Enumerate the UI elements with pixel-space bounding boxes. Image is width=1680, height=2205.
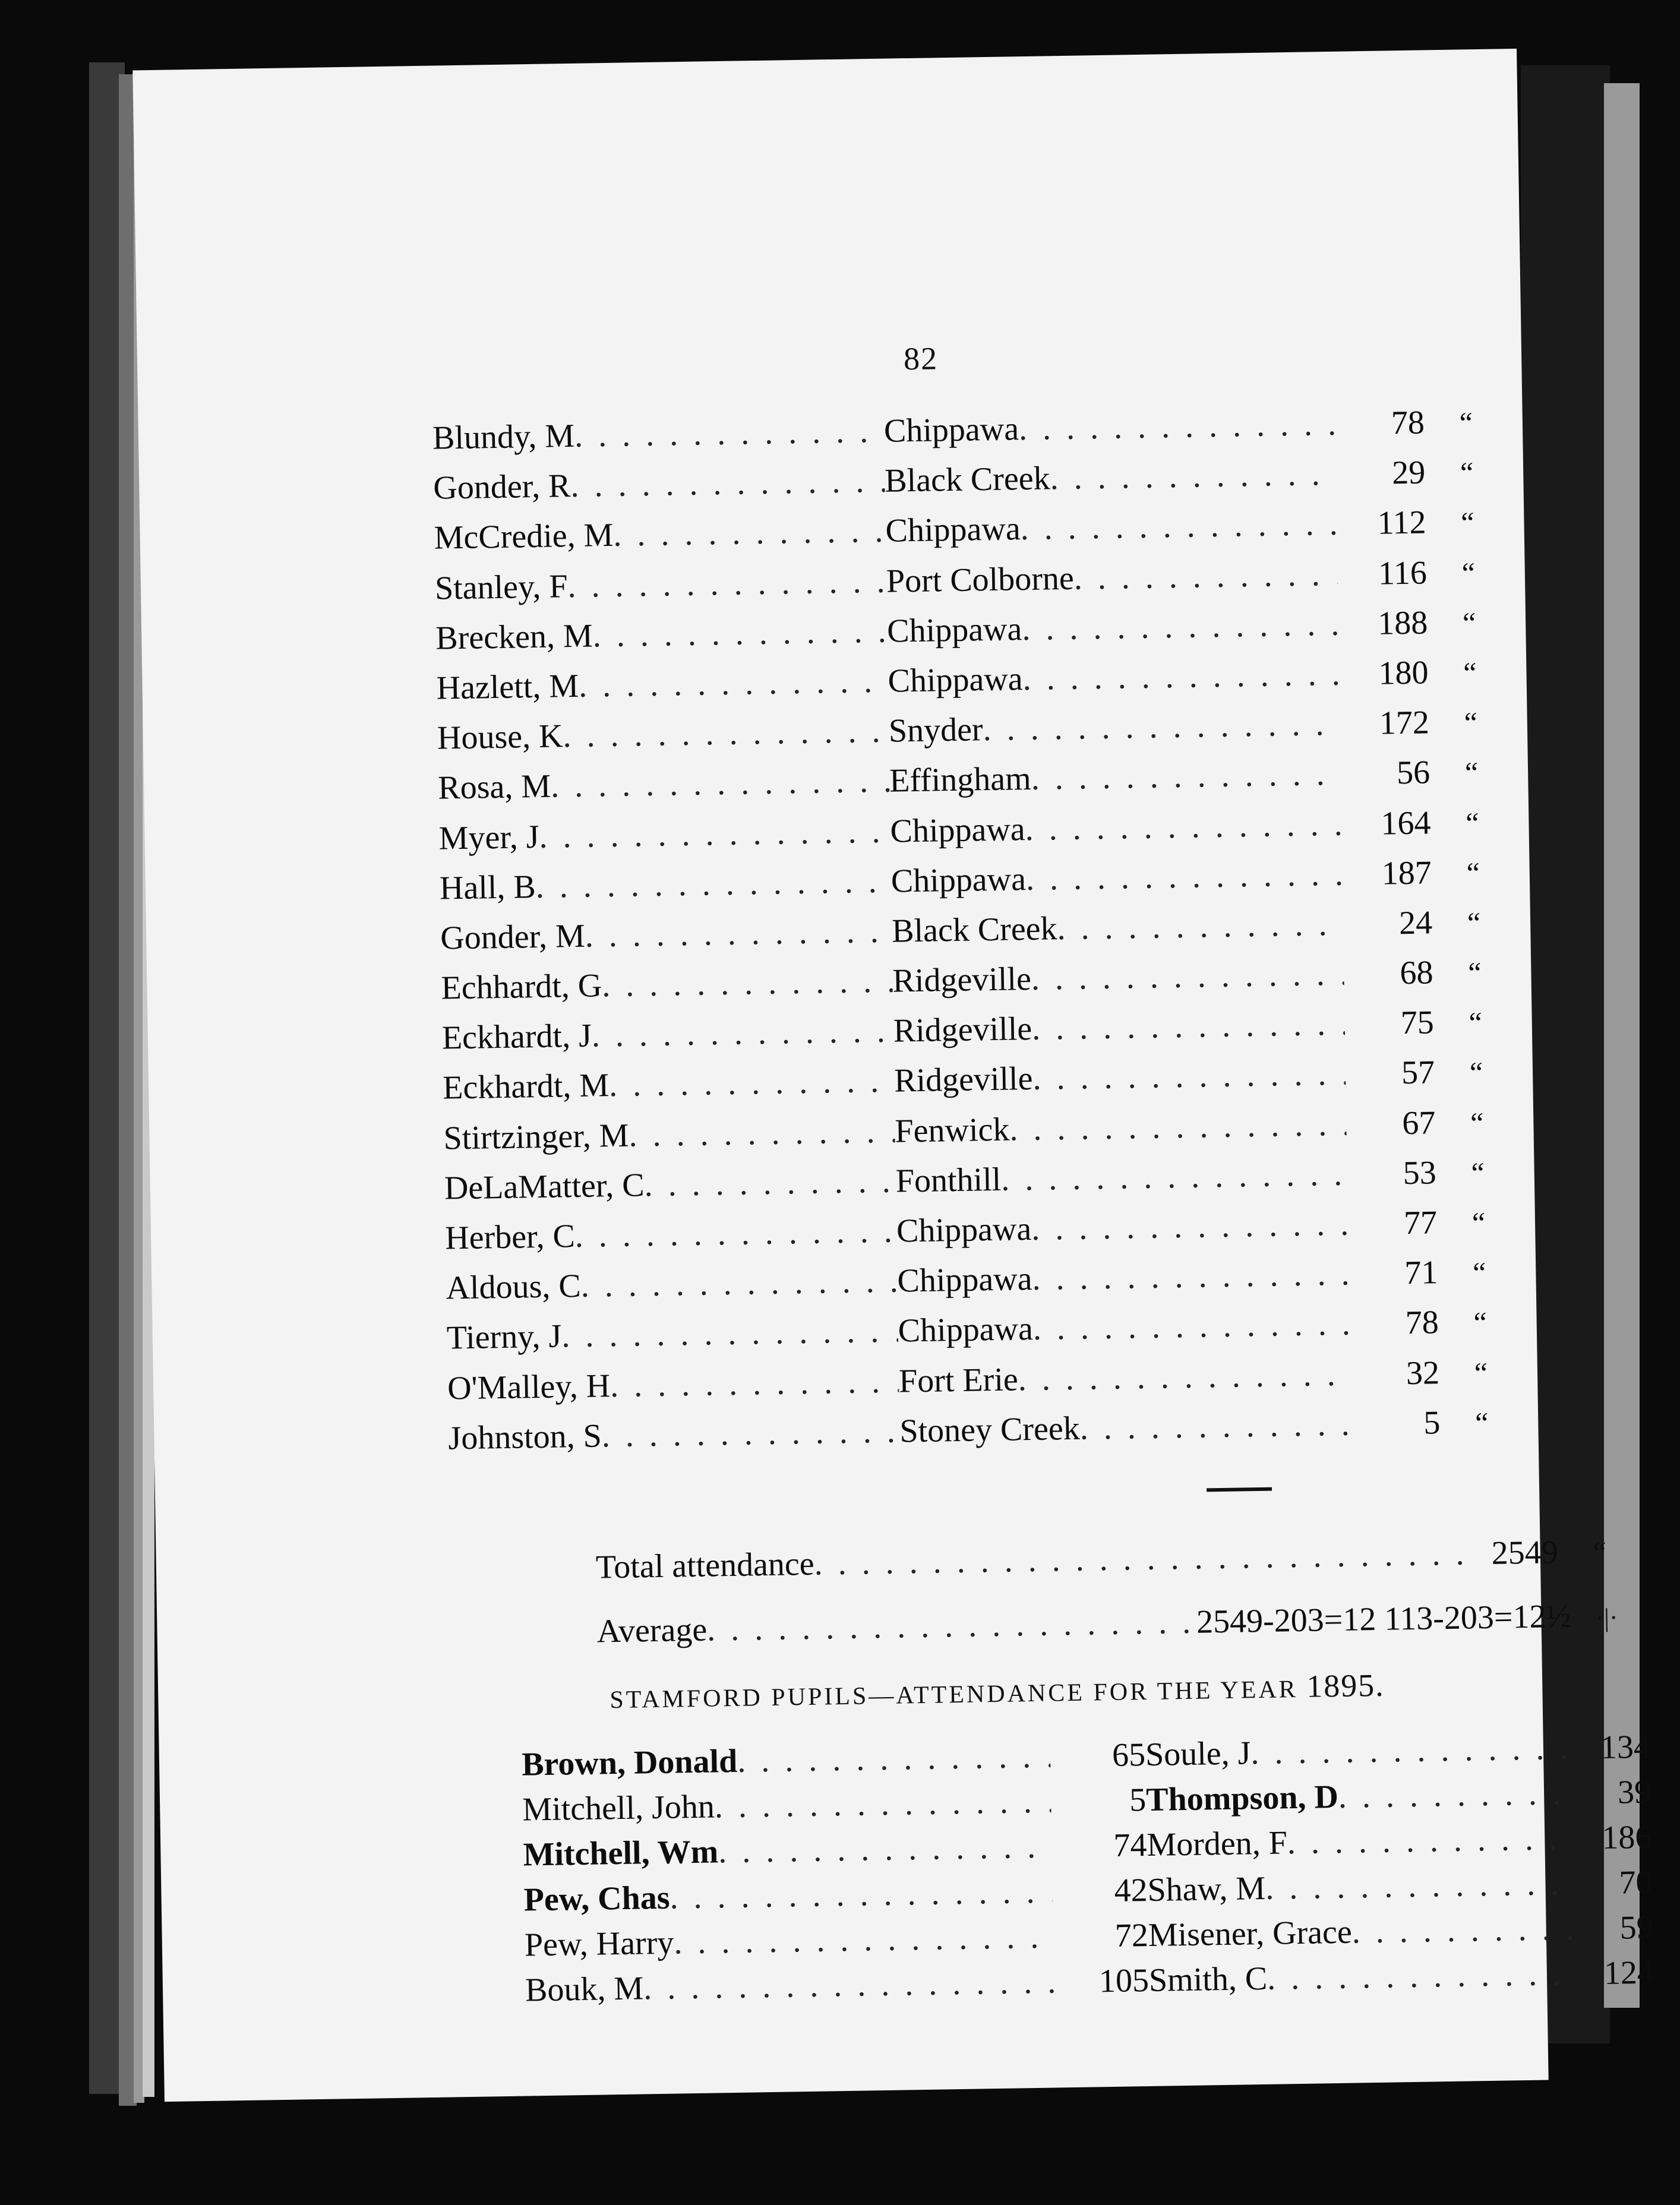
- stamford-row: [1148, 1954, 1654, 2007]
- leader-dots: [610, 1362, 899, 1405]
- ditto-mark: “: [1469, 1056, 1483, 1089]
- days-attended: 78: [1405, 1304, 1439, 1342]
- leader-dots: [1338, 1774, 1574, 1816]
- ditto-mark: “: [1460, 506, 1475, 539]
- days-attended: 5: [1423, 1404, 1441, 1442]
- pupil-name: Brown, Donald: [521, 1742, 738, 1783]
- pupil-residence: Chippawa: [888, 661, 1024, 700]
- days-attended: 32: [1406, 1354, 1440, 1392]
- leader-dots: [1031, 955, 1344, 998]
- leader-dots: [1019, 405, 1336, 448]
- ditto-mark: “: [1464, 756, 1479, 789]
- stamford-row: [1148, 1909, 1653, 1961]
- pupil-residence: Ridgeville: [893, 1010, 1032, 1050]
- pupil-name: Stirtzinger, M: [443, 1117, 629, 1157]
- ditto-mark: “: [1474, 1356, 1488, 1389]
- days-attended: 172: [1379, 704, 1430, 742]
- leader-dots: [561, 1312, 898, 1356]
- pupil-name: Misener, Grace: [1148, 1913, 1353, 1954]
- pupil-residence: Stoney Creek: [899, 1410, 1081, 1450]
- leader-dots: [1265, 1865, 1575, 1907]
- leader-dots: [737, 1738, 1051, 1780]
- pupil-residence: Chippawa: [883, 410, 1019, 450]
- total-attendance-row: [595, 1532, 1641, 1587]
- days-attended: 77: [1403, 1204, 1438, 1242]
- days-attended: 29: [1391, 454, 1426, 492]
- pupil-residence: Chippawa: [896, 1210, 1032, 1250]
- leader-dots: [535, 862, 891, 905]
- pupil-name: McCredie, M: [434, 517, 614, 557]
- days-attended: 57: [1401, 1054, 1435, 1092]
- leader-dots: [1020, 505, 1337, 548]
- days-attended: 42: [1114, 1872, 1148, 1909]
- pupil-residence: Fonthill: [895, 1161, 1002, 1200]
- leader-dots: [1022, 655, 1340, 698]
- leader-dots: [579, 662, 888, 705]
- leader-dots: [1001, 1155, 1348, 1198]
- pupil-residence: Fenwick: [895, 1111, 1010, 1150]
- pupil-name: House, K: [437, 718, 563, 757]
- facing-page-edge: [1604, 83, 1640, 2008]
- leader-dots: [1287, 1819, 1574, 1862]
- pupil-residence: Port Colborne: [886, 560, 1075, 600]
- leader-dots: [585, 912, 892, 955]
- leader-dots: [609, 1062, 895, 1105]
- ditto-mark: “: [1461, 555, 1476, 590]
- average-label: Average: [596, 1611, 708, 1650]
- pupil-name: Eckhardt, J: [441, 1017, 592, 1057]
- pupil-residence: Chippawa: [898, 1310, 1034, 1350]
- leader-dots: [1057, 905, 1344, 948]
- leader-dots: [1032, 1005, 1346, 1048]
- pupil-name: Hall, B: [439, 868, 536, 907]
- pupil-name: Tierny, J: [446, 1318, 562, 1357]
- pupil-residence: Chippawa: [896, 1261, 1032, 1300]
- leader-dots: [591, 1012, 893, 1055]
- pupil-name: Myer, J: [438, 818, 539, 857]
- pupil-name: Echhardt, G: [441, 967, 602, 1007]
- days-attended: 134: [1600, 1728, 1651, 1767]
- leader-dots: [613, 512, 886, 554]
- stamford-right-column: [1145, 1728, 1654, 2007]
- leader-dots: [570, 462, 885, 505]
- ditto-mark: “: [1472, 1256, 1486, 1290]
- ditto-mark: “: [1464, 706, 1478, 740]
- leader-dots: [1031, 755, 1341, 798]
- leader-dots: [1018, 1355, 1350, 1398]
- ditto-mark: “: [1459, 406, 1473, 440]
- pupil-residence: Chippawa: [890, 810, 1026, 850]
- average-row: [596, 1596, 1643, 1651]
- pupil-name: Smith, C: [1148, 1960, 1268, 1999]
- stamford-row: [1146, 1773, 1651, 1826]
- pupil-name: Mitchell, Wm: [523, 1833, 719, 1874]
- pupil-name: Mitchell, John: [522, 1788, 715, 1828]
- ditto-mark: “: [1470, 1105, 1484, 1139]
- days-attended: 71: [1404, 1254, 1438, 1292]
- pupil-residence: Black Creek: [884, 460, 1051, 500]
- pupil-name: Herber, C: [444, 1218, 576, 1257]
- leader-dots: [643, 1963, 1054, 2008]
- stamford-row: [1147, 1818, 1652, 1871]
- days-attended: 186: [1601, 1818, 1652, 1857]
- days-attended: 75: [1400, 1004, 1435, 1042]
- pupil-residence: Chippawa: [890, 860, 1027, 900]
- ditto-mark: “: [1471, 1155, 1485, 1190]
- pupil-name: Soule, J: [1145, 1735, 1251, 1774]
- ditto-mark: “: [1460, 456, 1474, 489]
- section-heading: [610, 1667, 1385, 1716]
- pupil-name: Eckhardt, M: [442, 1067, 610, 1107]
- section-heading-text: STAMFORD PUPILS—ATTENDANCE FOR THE YEAR: [610, 1676, 1299, 1714]
- leader-dots: [551, 762, 890, 805]
- days-attended: 188: [1377, 604, 1428, 642]
- days-attended: 116: [1378, 554, 1428, 592]
- pupil-name: Blundy, M: [432, 417, 575, 457]
- pupil-name: O'Malley, H: [447, 1367, 611, 1407]
- days-attended: 164: [1380, 804, 1431, 842]
- stamford-row: [1145, 1728, 1651, 1781]
- pupil-residence: Chippawa: [886, 610, 1022, 650]
- days-attended: 74: [1113, 1827, 1147, 1864]
- ditto-mark: “: [1471, 1205, 1486, 1240]
- pupil-residence: Snyder: [888, 711, 984, 750]
- days-attended: 112: [1377, 504, 1426, 542]
- pupil-name: Rosa, M: [437, 767, 551, 807]
- leader-dots: [718, 1828, 1052, 1871]
- ditto-mark: “: [1462, 605, 1476, 640]
- leader-dots: [1267, 1955, 1577, 1998]
- leader-dots: [574, 412, 885, 455]
- pupil-name: Aldous, C: [446, 1268, 582, 1307]
- leader-dots: [539, 812, 890, 855]
- days-attended: 65: [1111, 1736, 1146, 1774]
- days-attended: 56: [1396, 754, 1430, 792]
- days-attended: 24: [1398, 904, 1433, 942]
- days-attended: 180: [1378, 654, 1429, 692]
- ditto-mark: “: [1465, 805, 1479, 839]
- average-calculation: 2549-203=12 113-203=12½: [1196, 1597, 1571, 1641]
- pupil-residence: Chippawa: [885, 510, 1021, 550]
- leader-dots: [714, 1783, 1051, 1826]
- stamford-row: [525, 1961, 1150, 2016]
- leader-dots: [674, 1918, 1054, 1962]
- page-number: 82: [903, 340, 939, 377]
- days-attended: 187: [1381, 854, 1432, 892]
- leader-dots: [574, 1212, 896, 1255]
- ditto-mark: “: [1473, 1306, 1488, 1340]
- days-attended: 124: [1603, 1954, 1654, 1992]
- pupil-name: Pew, Harry: [524, 1924, 674, 1964]
- days-attended: 5: [1129, 1781, 1147, 1819]
- leader-dots: [1025, 805, 1342, 848]
- leader-dots: [1025, 855, 1343, 898]
- pupil-residence: Ridgeville: [893, 1060, 1033, 1100]
- leader-dots: [602, 962, 893, 1005]
- ditto-mark: “: [1469, 1006, 1483, 1040]
- pupil-name: Thompson, D: [1145, 1778, 1339, 1819]
- ditto-mark: “: [1463, 656, 1477, 690]
- days-attended: 78: [1391, 404, 1425, 442]
- pupil-residence: Fort Erie: [898, 1360, 1019, 1400]
- pupil-residence: Black Creek: [891, 910, 1057, 950]
- leader-dots: [707, 1603, 1197, 1649]
- book-page: [132, 49, 1654, 2102]
- stamford-left-column: [522, 1736, 1150, 2016]
- leader-dots: [567, 562, 886, 605]
- days-attended: 59: [1619, 1909, 1654, 1947]
- section-heading-year: 1895.: [1306, 1667, 1385, 1704]
- leader-dots: [644, 1162, 896, 1204]
- pupil-name: Morden, F: [1146, 1824, 1288, 1864]
- leader-dots: [601, 1412, 900, 1455]
- leader-dots: [983, 705, 1340, 748]
- pupil-name: Brecken, M: [435, 617, 593, 657]
- leader-dots: [1079, 1405, 1351, 1447]
- pupil-name: Johnston, S: [448, 1417, 602, 1457]
- leader-dots: [1250, 1729, 1574, 1773]
- attendance-list: [432, 402, 1524, 1469]
- leader-dots: [1073, 555, 1338, 597]
- ditto-mark: “: [1467, 905, 1481, 940]
- total-label: Total attendance: [595, 1545, 815, 1586]
- pupil-name: Gonder, R: [432, 467, 571, 507]
- stamford-pupils-table: [522, 1728, 1654, 2017]
- leader-dots: [1351, 1910, 1576, 1951]
- average-mark: ·|·: [1595, 1603, 1618, 1633]
- leader-dots: [1032, 1255, 1349, 1298]
- ditto-mark: “: [1593, 1535, 1607, 1569]
- leader-dots: [563, 712, 889, 756]
- days-attended: 67: [1401, 1104, 1436, 1142]
- pupil-name: DeLaMatter, C: [444, 1167, 645, 1207]
- pupil-name: Shaw, M: [1147, 1869, 1266, 1909]
- sum-rule: [1207, 1487, 1272, 1492]
- days-attended: 53: [1403, 1154, 1437, 1192]
- leader-dots: [1009, 1105, 1347, 1148]
- pupil-residence: Effingham: [889, 760, 1032, 800]
- leader-dots: [1032, 1055, 1346, 1098]
- leader-dots: [592, 612, 888, 655]
- days-attended: 70: [1619, 1863, 1653, 1901]
- pupil-residence: Ridgeville: [892, 961, 1032, 1000]
- pupil-name: Pew, Chas: [523, 1879, 670, 1919]
- days-attended: 72: [1114, 1917, 1149, 1954]
- stamford-row: [1147, 1863, 1653, 1916]
- days-attended: 105: [1098, 1962, 1150, 2000]
- days-attended: 68: [1399, 954, 1433, 992]
- days-attended: 39: [1617, 1773, 1651, 1811]
- leader-dots: [629, 1112, 895, 1154]
- ditto-mark: “: [1466, 855, 1480, 890]
- leader-dots: [1032, 1305, 1350, 1348]
- pupil-name: Hazlett, M: [436, 667, 579, 707]
- leader-dots: [1031, 1205, 1349, 1248]
- ditto-mark: “: [1474, 1405, 1489, 1440]
- leader-dots: [670, 1873, 1053, 1917]
- pupil-name: Stanley, F: [434, 567, 568, 607]
- total-value: 2549: [1491, 1534, 1559, 1572]
- leader-dots: [580, 1262, 898, 1305]
- leader-dots: [1022, 605, 1339, 647]
- leader-dots: [1050, 455, 1337, 498]
- leader-dots: [814, 1534, 1469, 1582]
- pupil-name: Gonder, M: [440, 917, 586, 957]
- pupil-name: Bouk, M: [525, 1970, 644, 2009]
- ditto-mark: “: [1467, 956, 1482, 990]
